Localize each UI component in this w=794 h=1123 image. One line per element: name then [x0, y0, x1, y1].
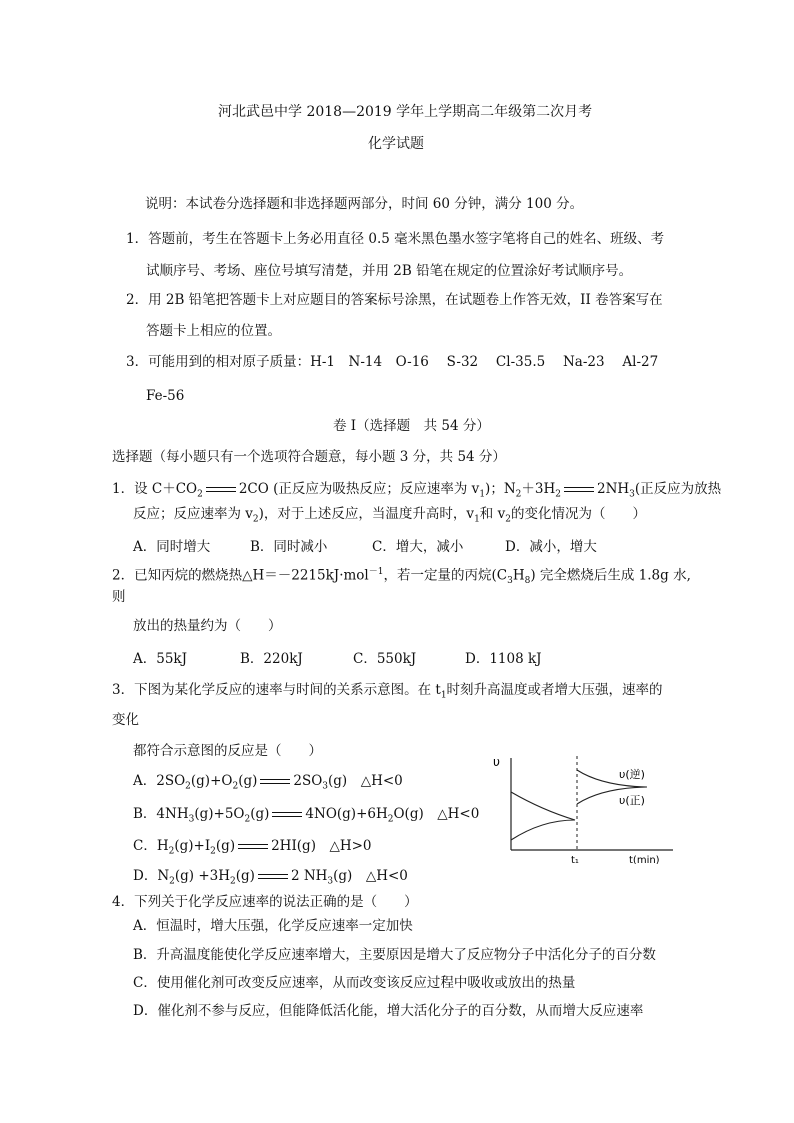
t1-tick-label: t₁ — [571, 855, 579, 864]
forward-rate-label: υ(正) — [619, 794, 645, 807]
instruction-1-line-2: 试顺序号、考场、座位号填写清楚，并用 2B 铅笔在规定的位置涂好考试顺序号。 — [146, 263, 633, 279]
x-axis-label: t(min) — [629, 855, 660, 864]
equilibrium-arrow-icon — [260, 777, 290, 787]
q1-stem-line-1: 1．设 $C+CO_2$ 2CO (正反应为吸热反应；反应速率为 $v_1$)；$N_2+3H_2$ $2NH_3$(正反应为放热 — [112, 481, 722, 500]
equilibrium-arrow-icon — [258, 872, 288, 882]
q3-option-a: A．$2SO_2(g)+O_2(g)$ $2SO_3(g)$ △H<0 — [133, 773, 403, 792]
q1-option-b: B．同时减小 — [250, 539, 328, 555]
exam-title: 河北武邑中学 2018—2019 学年上学期高二年级第二次月考 — [218, 104, 593, 120]
q2-stem-line-2: 则 — [112, 589, 126, 605]
equilibrium-arrow-icon — [206, 485, 236, 495]
q3-stem-line-3: 都符合示意图的反应是（ ） — [133, 743, 322, 759]
reverse-rate-label: υ(逆) — [619, 768, 645, 781]
q2-option-d: D．1108 kJ — [465, 651, 542, 667]
q3-option-d: D．$N_2(g) +3H_2(g)$ 2 $NH_3(g)$ △H<0 — [133, 868, 408, 887]
reverse-rate-before-curve — [511, 820, 575, 840]
y-axis-label: υ — [493, 755, 500, 769]
q2-stem-line-3: 放出的热量约为（ ） — [133, 618, 282, 634]
q4-option-b: B．升高温度能使化学反应速率增大，主要原因是增大了反应物分子中活化分子的百分数 — [133, 947, 656, 963]
q4-option-d: D．催化剂不参与反应，但能降低活化能，增大活化分子的百分数，从而增大反应速率 — [133, 1003, 644, 1019]
q4-option-a: A．恒温时，增大压强，化学反应速率一定加快 — [133, 918, 413, 934]
q2-stem-line-1: 2．已知丙烷的燃烧热△H＝－2215kJ·mol$^{-1}$，若一定量的丙烷$(C_3H_8)$ 完全燃烧后生成 1.8g 水, — [112, 567, 691, 587]
exam-subtitle: 化学试题 — [368, 136, 424, 152]
instruction-3-line-2: Fe-56 — [146, 388, 185, 404]
equilibrium-arrow-icon — [564, 485, 594, 495]
q3-option-b: B．$4NH_3(g)+5O_2(g)$ $4NO(g)+6H_2O(g)$ △H<0 — [133, 806, 480, 825]
instructions-intro: 说明：本试卷分选择题和非选择题两部分，时间 60 分钟，满分 100 分。 — [145, 196, 584, 212]
q3-stem-line-2: 变化 — [112, 712, 139, 728]
equilibrium-arrow-icon — [272, 810, 302, 820]
instruction-2-line-1: 2．用 2B 铅笔把答题卡上对应题目的答案标号涂黑，在试题卷上作答无效，II 卷答案写在 — [126, 292, 663, 308]
q1-stem-line-2: 反应；反应速率为 $v_2$)，对于上述反应，当温度升高时，$v_1$和 $v_2$的变化情况为（ ） — [133, 506, 646, 525]
q4-stem: 4．下列关于化学反应速率的说法正确的是（ ） — [112, 894, 418, 910]
q3-stem-line-1: 3．下图为某化学反应的速率与时间的关系示意图。在 $t_1$时刻升高温度或者增大压强，速率的 — [112, 682, 663, 701]
forward-rate-before-curve — [511, 792, 575, 820]
q1-option-c: C．增大，减小 — [372, 539, 464, 555]
q2-option-a: A．55kJ — [133, 651, 188, 667]
q4-option-c: C．使用催化剂可改变反应速率，从而改变该反应过程中吸收或放出的热量 — [133, 975, 576, 991]
section-title: 卷 I（选择题 共 54 分） — [333, 418, 490, 434]
instruction-3-line-1: 3．可能用到的相对原子质量：H-1 N-14 O-16 S-32 Cl-35.5 Na-23 Al-27 — [126, 354, 659, 370]
q2-option-b: B．220kJ — [240, 651, 303, 667]
q1-option-a: A．同时增大 — [133, 539, 211, 555]
section-description: 选择题（每小题只有一个选项符合题意，每小题 3 分，共 54 分） — [112, 449, 506, 465]
instruction-1-line-1: 1．答题前，考生在答题卡上务必用直径 0.5 毫米黑色墨水签字笔将自己的姓名、班级、考 — [126, 231, 665, 247]
instruction-2-line-2: 答题卡上相应的位置。 — [146, 323, 281, 339]
rate-time-graph — [487, 752, 677, 864]
equilibrium-arrow-icon — [238, 842, 268, 852]
q2-option-c: C．550kJ — [353, 651, 417, 667]
q3-option-c: C．$H_2(g)+I_2(g)$ 2HI(g) △H>0 — [133, 838, 372, 857]
q1-option-d: D．减小，增大 — [505, 539, 597, 555]
